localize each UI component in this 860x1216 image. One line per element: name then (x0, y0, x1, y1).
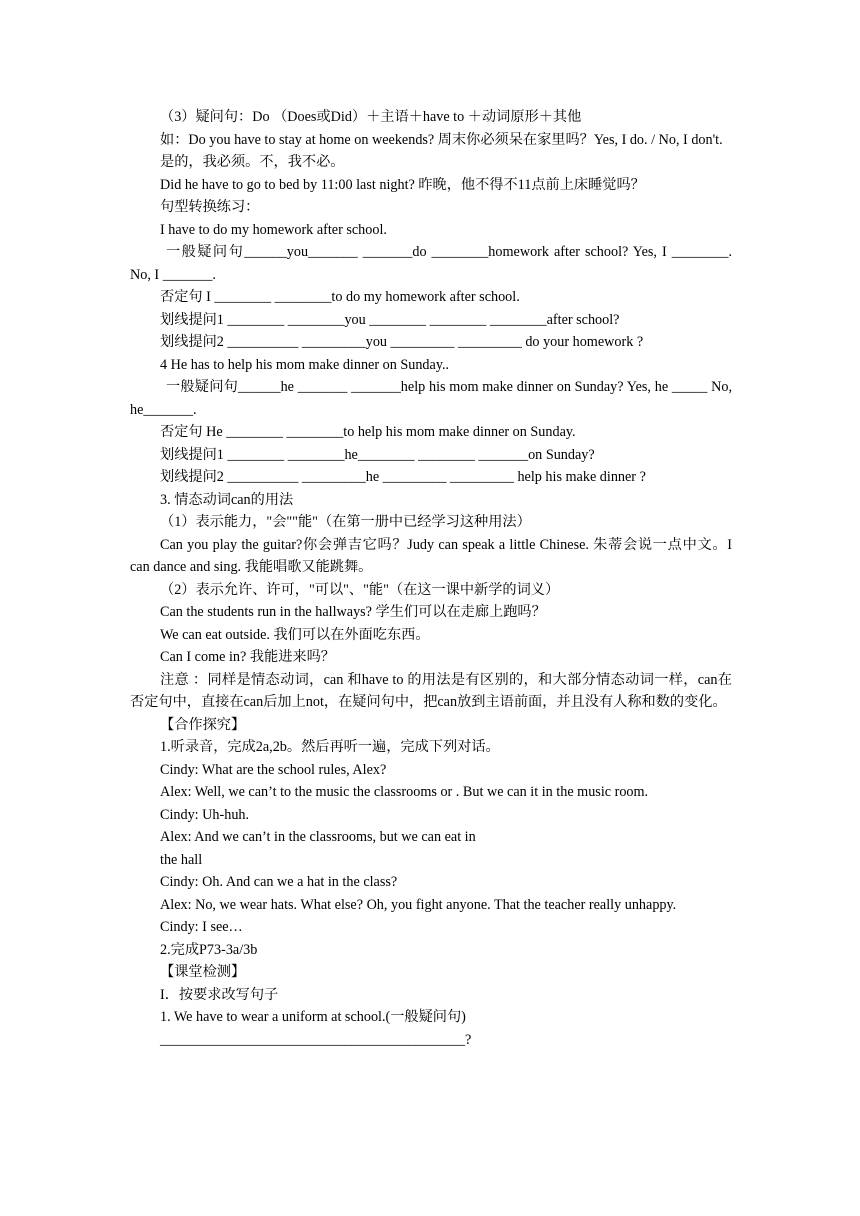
example-sentence: 如：Do you have to stay at home on weekends? 周末你必须呆在家里吗？Yes, I do. / No, I don't. (160, 131, 723, 148)
task-instruction: 1.听录音，完成2a,2b。然后再听一遍，完成下列对话。 (160, 739, 500, 755)
exercise-item: 一般疑问句______you_______ _______do ________homework after school? Yes, I ________. No, I _______. (130, 244, 732, 283)
dialogue-line: Alex: No, we wear hats. What else? Oh, you fight anyone. That the teacher really unhappy. (160, 896, 677, 913)
task-instruction: I．按要求改写句子 (160, 986, 279, 1003)
section-heading-can: 3. 情态动词can的用法 (160, 491, 294, 508)
dialogue-line: Alex: And we can’t in the classrooms, but we can eat in (160, 829, 476, 845)
section-heading-cooperation: 【合作探究】 (160, 716, 246, 733)
document-body (130, 106, 732, 1051)
task-instruction: 2.完成P73-3a/3b (160, 941, 258, 958)
dialogue-line: Cindy: I see… (160, 919, 243, 935)
example-sentence: Can you play the guitar?你会弹吉它吗？Judy can speak a little Chinese. 朱蒂会说一点中文。I can dance and sing. 我能唱歌又能跳舞。 (130, 536, 732, 575)
dialogue-line: Cindy: What are the school rules, Alex? (160, 761, 387, 778)
exercise-item: 划线提问1 ________ ________he________ ________ _______on Sunday? (160, 446, 595, 463)
note-paragraph: 注意 ：同样是情态动词，can 和have to 的用法是有区别的，和大部分情态动词一样，can在否定句中，直接在can后加上not，在疑问句中，把can放到主语前面，并且没有人称和数的变化。 (130, 671, 732, 710)
exercise-item: 一般疑问句______he _______ _______help his mom make dinner on Sunday? Yes, he _____ No, he_______. (130, 379, 732, 418)
example-sentence: We can eat outside. 我们可以在外面吃东西。 (160, 626, 430, 643)
example-sentence: Can I come in? 我能进来吗？ (160, 649, 335, 665)
exercise-item: 划线提问2 __________ _________he _________ _________ help his make dinner ? (160, 469, 646, 485)
exercise-item: 否定句 I ________ ________to do my homework after school. (160, 289, 520, 305)
exercise-heading: 句型转换练习： (160, 199, 260, 215)
example-sentence: Did he have to go to bed by 11:00 last night? 昨晚，他不得不11点前上床睡觉吗？ (160, 176, 645, 193)
section-heading-classroom-check: 【课堂检测】 (160, 964, 246, 980)
dialogue-line: Cindy: Oh. And can we a hat in the class? (160, 874, 398, 890)
exercise-sentence: I have to do my homework after school. (160, 221, 387, 238)
usage-heading: （1）表示能力，"会""能"（在第一册中已经学习这种用法） (160, 514, 531, 530)
exercise-item: 划线提问1 ________ ________you ________ ________ ________after school? (160, 311, 620, 328)
section-heading-interrogative: （3）疑问句：Do （Does或Did）＋主语＋have to ＋动词原形＋其他 (160, 109, 582, 125)
exercise-sentence: 4 He has to help his mom make dinner on Sunday.. (160, 356, 450, 373)
exercise-item: 否定句 He ________ ________to help his mom make dinner on Sunday. (160, 424, 576, 440)
example-translation: 是的，我必须。不，我不必。 (160, 154, 345, 170)
exercise-item: 划线提问2 __________ _________you _________ _________ do your homework ? (160, 334, 644, 350)
answer-blank: ___________________________________________? (160, 1031, 472, 1048)
exercise-item: 1. We have to wear a uniform at school.(一般疑问句) (160, 1009, 466, 1025)
dialogue-line: Alex: Well, we can’t to the music the classrooms or . But we can it in the music room. (160, 784, 649, 800)
usage-heading: （2）表示允许、许可，"可以"、"能"（在这一课中新学的词义） (160, 581, 560, 598)
dialogue-line: the hall (160, 851, 203, 868)
dialogue-line: Cindy: Uh-huh. (160, 806, 250, 823)
example-sentence: Can the students run in the hallways? 学生们可以在走廊上跑吗？ (160, 604, 546, 620)
